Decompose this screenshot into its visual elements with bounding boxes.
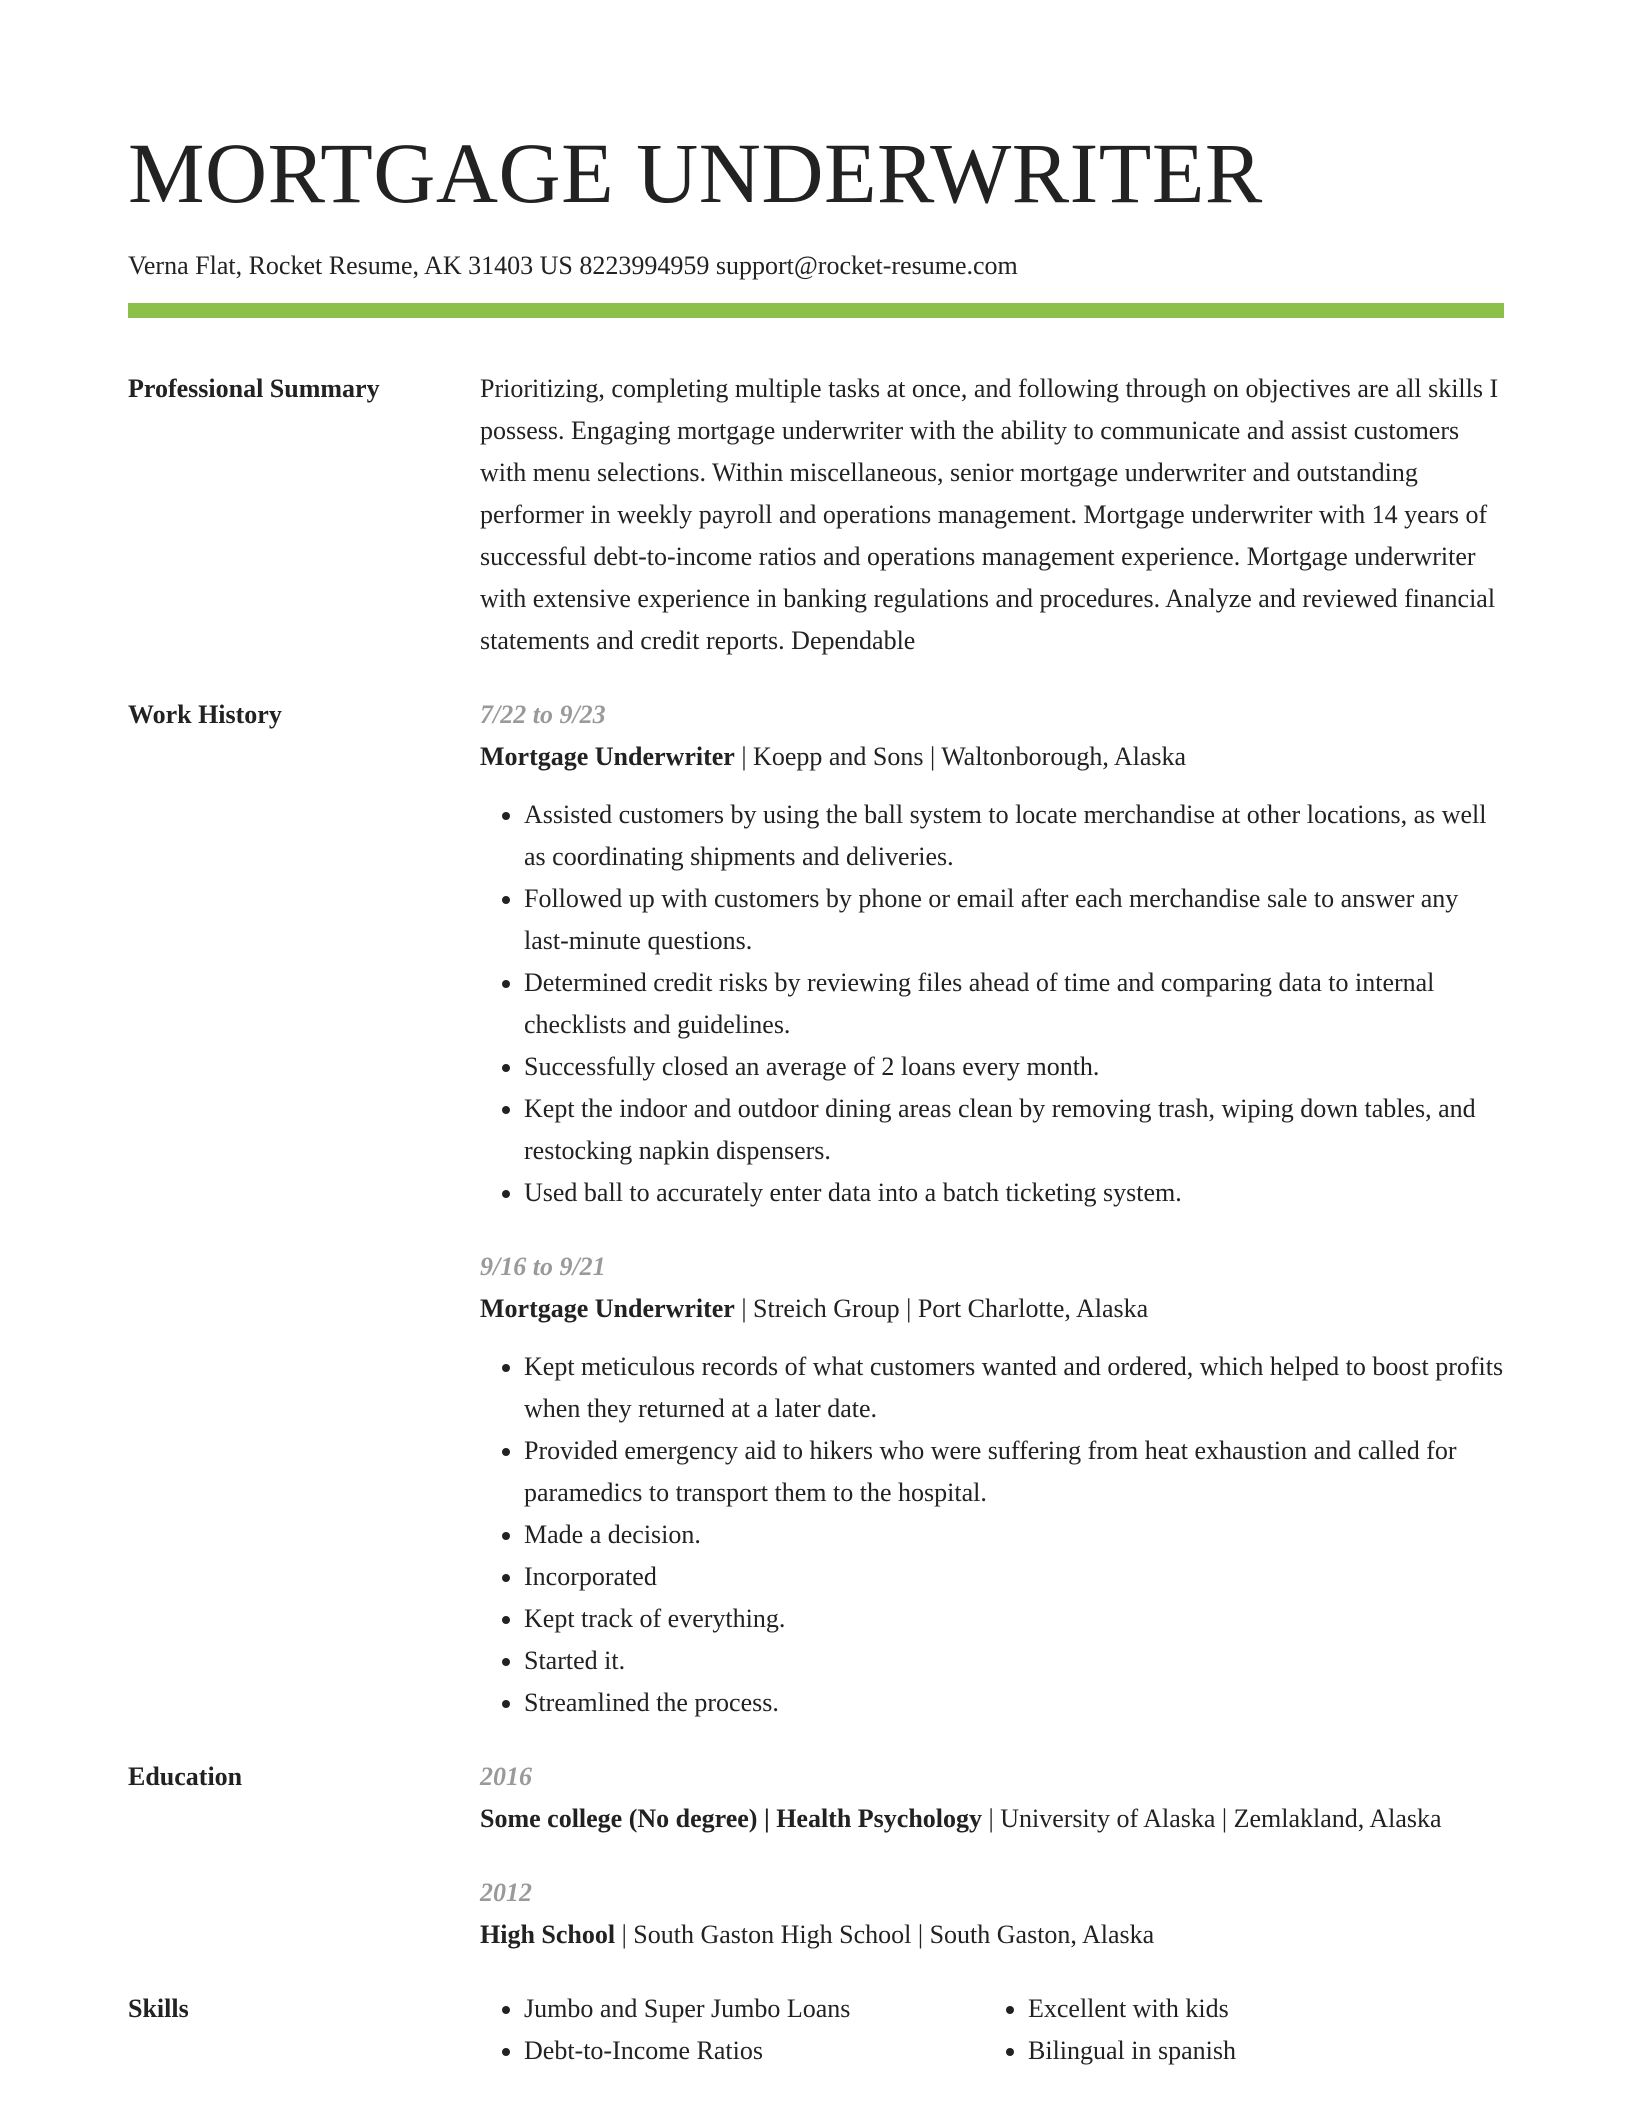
skill-item: • Bilingual in spanish: [1028, 2030, 1504, 2072]
education-entry: [480, 1756, 1504, 1840]
bullet-item: • Kept meticulous records of what customers wanted and ordered, which helped to boost profits when they returned at a later date.: [524, 1346, 1504, 1430]
bullet-item: • Provided emergency aid to hikers who were suffering from heat exhaustion and called for paramedics to transport them to the hospital.: [524, 1430, 1504, 1514]
education-details: | University of Alaska | Zemlakland, Alaska: [982, 1804, 1442, 1834]
skill-item: • Debt-to-Income Ratios: [524, 2030, 984, 2072]
education-section: [128, 1756, 1504, 1956]
bullet-item: • Made a decision.: [524, 1514, 1504, 1556]
bullet-item: • Successfully closed an average of 2 loans every month.: [524, 1046, 1504, 1088]
contact-line: Verna Flat, Rocket Resume, AK 31403 US 8223994959 support@rocket-resume.com: [128, 251, 1018, 280]
job-entry: [480, 694, 1504, 1214]
work-history-body: [480, 694, 1504, 1724]
job-details: | Streich Group | Port Charlotte, Alaska: [734, 1294, 1149, 1324]
education-year: 2016: [480, 1762, 532, 1792]
job-dates: 7/22 to 9/23: [480, 700, 606, 730]
bullet-item: • Followed up with customers by phone or email after each merchandise sale to answer any last-minute questions.: [524, 878, 1504, 962]
education-heading-line: [480, 1798, 1504, 1840]
skills-body: [480, 1988, 1504, 2072]
summary-heading: Professional Summary: [128, 374, 380, 404]
summary-text: Prioritizing, completing multiple tasks at once, and following through on objectives are all skills I possess. Engaging mortgage underwriter with the ability to communicate and assist customers with menu selections. Within miscellaneous, senior mortgage underwriter and outstanding performer in weekly payroll and operations management. Mortgage underwriter with 14 years of successful debt-to-income ratios and operations management experience. Mortgage underwriter with extensive experience in banking regulations and procedures. Analyze and reviewed financial statements and credit reports. Dependable: [480, 374, 1499, 656]
job-heading: [480, 736, 1504, 778]
bullet-item: • Streamlined the process.: [524, 1682, 1504, 1724]
job-heading: [480, 1288, 1504, 1330]
job-title: Mortgage Underwriter: [480, 742, 735, 772]
education-details: | South Gaston High School | South Gaston, Alaska: [615, 1920, 1155, 1950]
accent-divider: [128, 303, 1504, 318]
skill-item: • Excellent with kids: [1028, 1988, 1504, 2030]
education-entry: [480, 1872, 1504, 1956]
education-body: [480, 1756, 1504, 1956]
bullet-item: • Incorporated: [524, 1556, 1504, 1598]
summary-section: [128, 368, 1504, 662]
bullet-item: • Assisted customers by using the ball system to locate merchandise at other locations, as well as coordinating shipments and deliveries.: [524, 794, 1504, 878]
job-bullets: [480, 1346, 1504, 1724]
education-degree: Some college (No degree) | Health Psychology: [480, 1804, 983, 1834]
job-details: | Koepp and Sons | Waltonborough, Alaska: [734, 742, 1187, 772]
bullet-item: • Kept the indoor and outdoor dining areas clean by removing trash, wiping down tables, and restocking napkin dispensers.: [524, 1088, 1504, 1172]
bullet-item: • Determined credit risks by reviewing files ahead of time and comparing data to internal checklists and guidelines.: [524, 962, 1504, 1046]
job-title: Mortgage Underwriter: [480, 1294, 735, 1324]
job-dates: 9/16 to 9/21: [480, 1252, 606, 1282]
education-heading-line: [480, 1914, 1504, 1956]
bullet-item: • Kept track of everything.: [524, 1598, 1504, 1640]
job-entry: [480, 1246, 1504, 1724]
work-history-heading: Work History: [128, 700, 282, 730]
skills-column-right: [984, 1988, 1504, 2072]
education-heading: Education: [128, 1762, 243, 1792]
bullet-item: • Started it.: [524, 1640, 1504, 1682]
skills-column-left: [480, 1988, 984, 2072]
skills-heading: Skills: [128, 1994, 189, 2024]
work-history-section: [128, 694, 1504, 1724]
resume-title: MORTGAGE UNDERWRITER: [128, 125, 1263, 221]
job-bullets: [480, 794, 1504, 1214]
education-degree: High School: [480, 1920, 616, 1950]
skills-section: [128, 1988, 1504, 2072]
skills-grid: [480, 1988, 1504, 2072]
education-year: 2012: [480, 1878, 532, 1908]
bullet-item: • Used ball to accurately enter data into a batch ticketing system.: [524, 1172, 1504, 1214]
skill-item: • Jumbo and Super Jumbo Loans: [524, 1988, 984, 2030]
